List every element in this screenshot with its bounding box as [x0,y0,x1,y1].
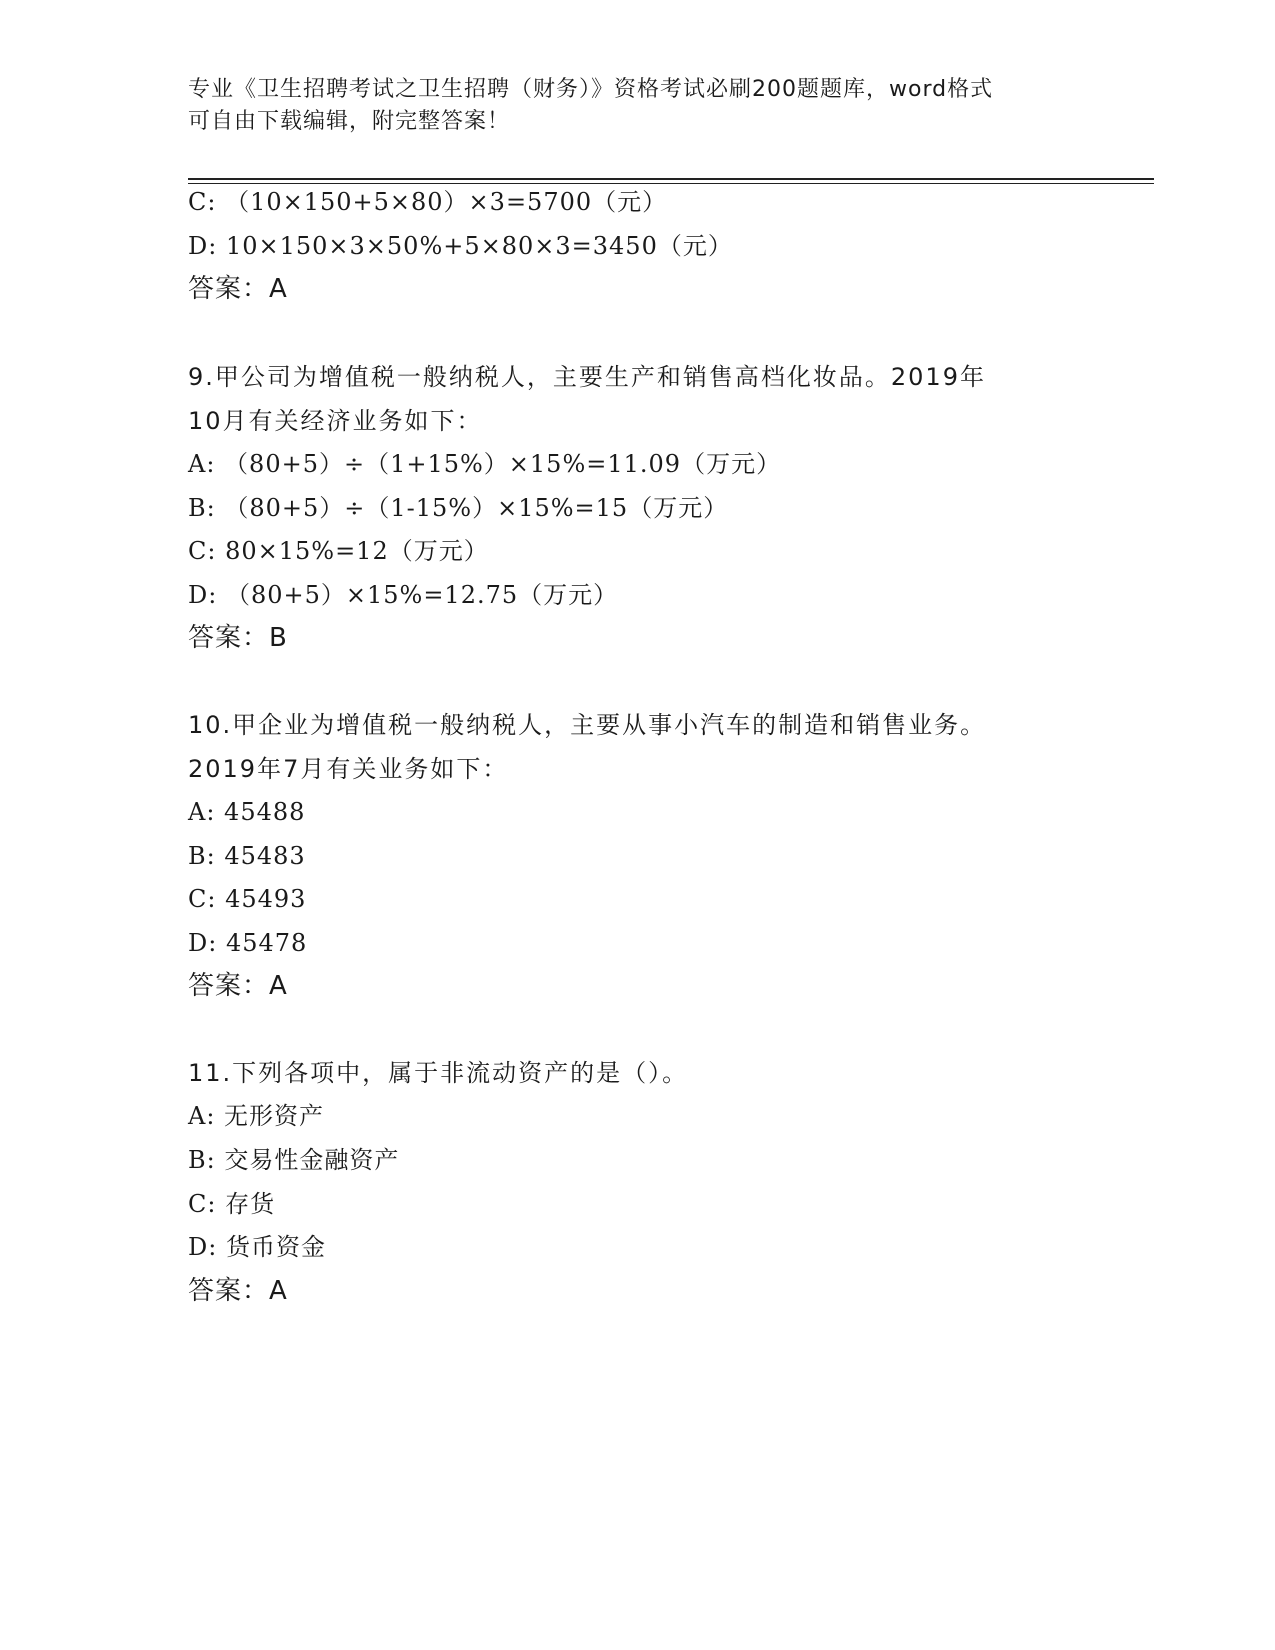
q10-option-d: D: 45478 [188,929,308,957]
q9-option-b: B: （80+5）÷（1-15%）×15%=15（万元） [188,494,729,522]
q11-option-a: A: 无形资产 [188,1102,325,1130]
q10-option-c: C: 45493 [188,885,307,913]
header-title-line-1: 专业《卫生招聘考试之卫生招聘（财务）》资格考试必刷200题题库，word格式 [188,77,994,102]
q8-option-d: D: 10×150×3×50%+5×80×3=3450（元） [188,232,733,260]
q9-option-a: A: （80+5）÷（1+15%）×15%=11.09（万元） [188,450,782,478]
q10-stem-line-2: 2019年7月有关业务如下： [188,755,509,783]
q11-stem-line-1: 11.下列各项中，属于非流动资产的是（）。 [188,1059,689,1087]
q10-stem-line-1: 10.甲企业为增值税一般纳税人，主要从事小汽车的制造和销售业务。 [188,711,987,739]
q11-option-b: B: 交易性金融资产 [188,1146,400,1174]
q11-answer: 答案：A [188,1276,288,1306]
q11-option-d: D: 货币资金 [188,1233,326,1261]
q10-option-b: B: 45483 [188,842,306,870]
q9-stem-line-1: 9.甲公司为增值税一般纳税人，主要生产和销售高档化妆品。2019年 [188,363,986,391]
q11-option-c: C: 存货 [188,1190,276,1218]
q9-stem-line-2: 10月有关经济业务如下： [188,407,483,435]
q8-answer: 答案：A [188,274,288,304]
header-title-line-2: 可自由下载编辑，附完整答案！ [188,109,511,134]
q9-answer: 答案：B [188,623,288,653]
q8-option-c: C: （10×150+5×80）×3=5700（元） [188,188,668,216]
header-divider-thin [188,183,1154,184]
q9-option-c: C: 80×15%=12（万元） [188,537,489,565]
document-header [188,74,1088,138]
q10-answer: 答案：A [188,971,288,1001]
q10-option-a: A: 45488 [188,798,306,826]
header-divider-thick [188,178,1154,180]
q9-option-d: D: （80+5）×15%=12.75（万元） [188,581,619,609]
